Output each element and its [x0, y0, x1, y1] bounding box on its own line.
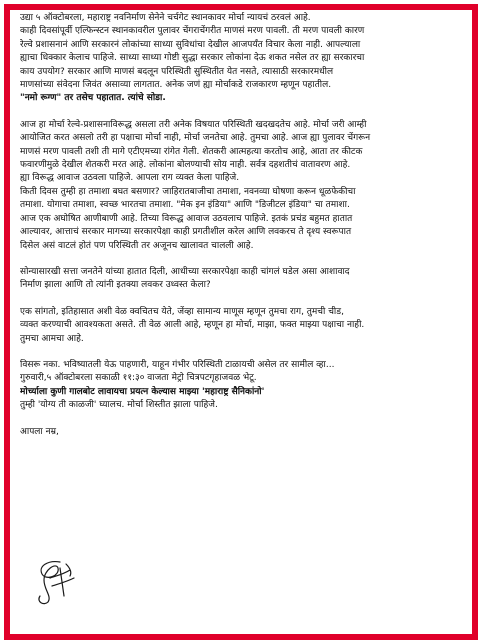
text-line: तुमचा आमचा आहे.	[20, 333, 84, 344]
paragraph-3	[20, 266, 450, 293]
paragraph-4	[20, 306, 450, 346]
letter-body	[20, 12, 450, 448]
text-line: ह्याचा धिक्कार केलाच पाहिजे. साध्या साध्या गोष्टी सुद्धा सरकार लोकांना देऊ शकत नसेल तर ह्या सरकारचा	[20, 53, 365, 64]
text-line: आज हा मोर्चा रेल्वे-प्रशासनाविरूद्ध असला तरी अनेक विषयात परिस्थिती खदखदतेच आहे. मोर्चा जरी आम्ही	[20, 119, 367, 130]
text-line: उद्या ५ ऑक्टोबरला, महाराष्ट्र नवनिर्माण सेनेने चर्चगेट स्थानकावर मोर्चा न्यायचं ठरवलं आहे.	[20, 13, 311, 23]
handwritten-signature	[30, 556, 78, 608]
text-line: निर्माण झाला आणि तो त्यांनी इतक्या लवकर उध्वस्त केला?	[20, 280, 211, 291]
text-line: "नमो रूग्ण" तर तसेच पहातात. त्यांचे सोडा.	[20, 93, 166, 104]
text-line: आल्यावर, आत्ताचं सरकार मागच्या सरकारपेक्षा काही प्रगतीशील करेल आणि लवकरच ते दृश्य स्वरूपात	[20, 227, 352, 238]
paragraph-5	[20, 359, 450, 413]
text-line: माणसं मरण पावली तशी ती मागे एटीएमच्या रांगेत गेली. शेतकरी आत्महत्या करतोच आहे, आता तर कीटक	[20, 146, 363, 157]
text-line: काय उपयोग? सरकार आणि माणसं बदलून परिस्थिती सुस्थितीत येत नसते, त्यासाठी सरकारमधील	[20, 66, 334, 77]
closing-salutation: आपला नम्र,	[20, 426, 59, 437]
text-line: विसरू नका. भविष्यातली येऊ पाहणारी, याहून गंभीर परिस्थिती टाळायची असेल तर सामील व्हा...	[20, 359, 335, 370]
text-line: ह्या विरूद्ध आवाज उठवला पाहिजे. आपला राग व्यक्त केला पाहिजे.	[20, 173, 240, 184]
text-line: आयोजित करत असलो तरी हा पक्षाचा मोर्चा नाही, मोर्चा जनतेचा आहे. तुमचा आहे. आज ह्या पुलावर चेंगरून	[20, 133, 371, 144]
text-line: किती दिवस तुम्ही हा तमाशा बघत बसणार? जाहिरातबाजीचा तमाशा, नवनव्या घोषणा करून धूळफेकीचा	[20, 186, 356, 197]
paragraph-1	[20, 12, 450, 106]
text-line: फवारणीमुळे देखील शेतकरी मरत आहे. लोकांना बोलण्याची सोय नाही. सर्वत्र दहशतीचं वातावरण आहे.	[20, 160, 351, 171]
text-line: मोर्च्याला कुणी गालबोट लावायचा प्रयत्न केल्यास माझ्या 'महाराष्ट्र सैनिकांनो'	[20, 386, 265, 397]
text-line: एक सांगतो, इतिहासात अशी वेळ क्वचितच येते, जेंव्हा सामान्य माणूस म्हणून तुमचा राग, तुमची चीड,	[20, 306, 344, 317]
text-line: रेल्वे प्रशासनानं आणि सरकारनं लोकांच्या साध्या सुविधांचा देखील आजपर्यंत विचार केला नाही. आपल्याला	[20, 39, 361, 50]
text-line: दिसेल असं वाटलं होतं पण परिस्थिती तर अजूनच खालावत चालली आहे.	[20, 240, 254, 251]
paragraph-2	[20, 119, 450, 253]
text-line: तुम्ही 'योग्य ती काळजी' घ्यालच. मोर्चा शिस्तीत झाला पाहिजे.	[20, 400, 218, 411]
text-line: व्यक्त करण्याची आवश्यकता असते. ती वेळ आली आहे, म्हणून हा मोर्चा, माझा, फक्त माझ्या पक्षाचा नाही.	[20, 320, 365, 331]
text-line: आज एक अघोषित आणीबाणी आहे. तिच्या विरूद्ध आवाज उठवलाच पाहिजे. इतकं प्रचंड बहुमत हातात	[20, 213, 353, 224]
text-line: गुरुवारी,५ ऑक्टोबरला सकाळी ११:३० वाजता मेट्रो चित्रपटगृहाजवळ भेटू.	[20, 373, 257, 384]
text-line: सोन्यासारखी सत्ता जनतेने यांच्या हातात दिली, आधीच्या सरकारपेक्षा काही चांगलं घडेल असा आशावाद	[20, 266, 350, 277]
text-line: काही दिवसांपूर्वी एल्फिन्स्टन स्थानकावरील पुलावर चेंगराचेंगरीत माणसं मरण पावली. ती मरण पावली कारण	[20, 26, 365, 37]
text-line: माणसांच्या संवेदना जिवंत असाव्या लागतात. अनेक जणं ह्या मोर्चाकडे राजकारण म्हणून पहातील.	[20, 80, 332, 91]
text-line: तमाशा. योगाचा तमाशा, स्वच्छ भारतचा तमाशा. "मेक इन इंडिया" आणि "डिजीटल इंडिया" चा तमाशा.	[20, 200, 350, 211]
